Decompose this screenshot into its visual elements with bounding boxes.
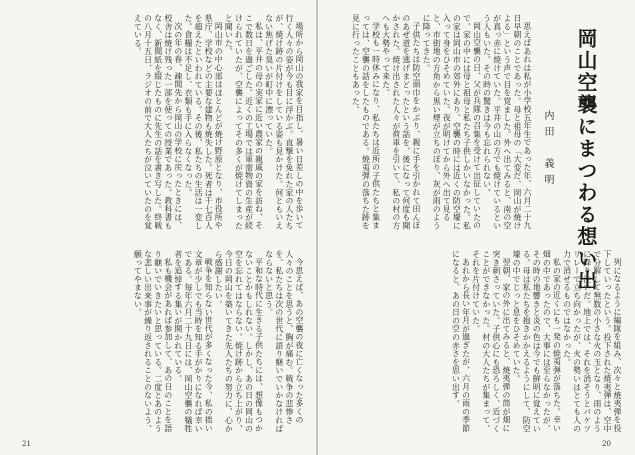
paragraph: 私は、平井の母の実家に近い農家の親戚の家を訪ね、そこで数日を過ごした。近くの工場では軍需物資の生産が続けられていたが、空襲によってその多くが焼けてしまったと聞いた。 [224, 14, 264, 230]
paragraph: 場所から岡山の我家を目指し、暑い日差しの中を歩いて行く人々の姿が今も目に浮かぶ。直撃を免れた家の人たちが、焼け跡の片付けをしている姿も見かけた。何ともいえない焦げた臭いが町中に漂っていた。 [264, 14, 304, 230]
right-page-top-text [332, 14, 532, 230]
paragraph: 思えばあれは私が小学校五年生であった年、六月二十九日早朝のことであった。母と祖母の「大変だ、岡山が焼けよる」という声で目を覚ました。外へ出てみると、南の空が真っ赤に焼けていた。平井の山の方でも焼けているという人もいた。その時の驚きは今も忘れられない。 [482, 14, 532, 230]
paragraph: 私も機会があれば参加して、あの日のことを語り継いでいきたいと思っている。二度とあのような悲しい出来事が繰り返されることのないよう、願ってやまない。 [133, 250, 173, 433]
paragraph: 戦争を知らない世代が多くなった今、私の拙い文章が少しでも当時を知る手がかりになれば幸いである。毎年六月二十九日には、岡山空襲の犠牲者を追悼する集いが開かれている。 [173, 250, 214, 433]
page-number-right: 20 [602, 440, 611, 448]
paragraph: 学校も一時休みになり、私たちは近所の子供たちと集まっては、空襲の話をしたものである。焼夷弾の落ちた跡を見に行ったこともあった。 [351, 14, 381, 230]
right-page [318, 0, 635, 455]
author-name: 内田 義明 [542, 110, 553, 190]
paragraph: 岡山空襲の日、父が兵隊の召集を受けて出征していたので、家の中には母と祖母と私たち子供しかいなかった。私の家は岡山市の郊外にあり、空襲の時には近くの防空壕に入って身をひそめていた。夜が明けてから外へ出て見ると、市街地の方角から黒い煙が立ちのぼり、灰が雨のように降ってきた。 [422, 14, 482, 230]
right-page-bottom-text [332, 250, 622, 438]
paragraph: 翌朝、家の外に出てみると、焼夷弾の筒が畑に突き刺さっていた。子供心にも恐ろしく、近づくことができなかった。村の大人たちが集まって、それを片付けていた。 [471, 250, 511, 433]
paragraph: 次の年の春、疎開先から岡山の学校に戻ったときには、校舎は焼け残った一部を使っての授業であった。教科書もなく、新聞紙を綴じたものに先生の話を書き写した。終戦の八月十五日、ラジオの前で大人たちが泣いていたのを覚えている。 [133, 14, 183, 230]
left-page [0, 0, 317, 455]
article-title: 岡山空襲にまつわる想い出 [574, 28, 598, 292]
paragraph: 列になるように編隊を組み、次々と焼夷弾を投下していったという。投下された焼夷弾は、空中で分解して無数の小さな火の玉となり、雨のように降り注いだ。地上では、それを消そうとバケツリレーで立ち向かったが、火の勢いはとても人の力で消せるものではなかった。 [562, 250, 622, 433]
paragraph: 岡山市の中心部はほとんどが焼け野原となり、市役所や県庁、学校などの主要な建物も焼失した。死者は千七百人を超えたといわれている。その後、私たちの生活は一変した。食糧は不足し、衣類も手に入らなくなった。 [183, 14, 224, 230]
paragraph: 私の家の近くにも一発の焼夷弾が落ちた。幸い畑の中であったので、大事には至らなかったが、その時の地響きと炎の色は今でも鮮明に覚えている。母は私たちを抱きかかえるようにして、防空壕の中でじっと息をひそめていた。 [512, 250, 562, 433]
paragraph: 子供たちは防空頭巾をかぶり、親に手を引かれて田んぼのあぜ道を逃げまどったという話を、後になって何度も聞かされた。焼け出された人々が荷車を引いて、私の村の方へも大勢やって来た。 [381, 14, 421, 230]
paragraph: 平和な時代に生きる子供たちには、想像もつかないことかもしれない。しかし、あの日の岡山の空を忘れてはならない。焼け跡から立ち上がり、今日の岡山を築いてきた先人たちの努力に、心から感謝したい。 [214, 250, 264, 433]
page-number-left: 21 [22, 440, 31, 448]
paragraph: あれから長い年月が過ぎたが、六月の雨の季節になると、あの日の空の赤さを思い出す。 [451, 250, 471, 433]
left-page-bottom-text [14, 250, 304, 438]
left-page-top-text [14, 14, 304, 230]
paragraph: 今思えば、あの空襲の夜に亡くなった多くの人々のことを思うと、胸が痛む。戦争の悲惨さを、私たちは次の世代に語り継いでいかなければならないと思う。 [264, 250, 304, 433]
